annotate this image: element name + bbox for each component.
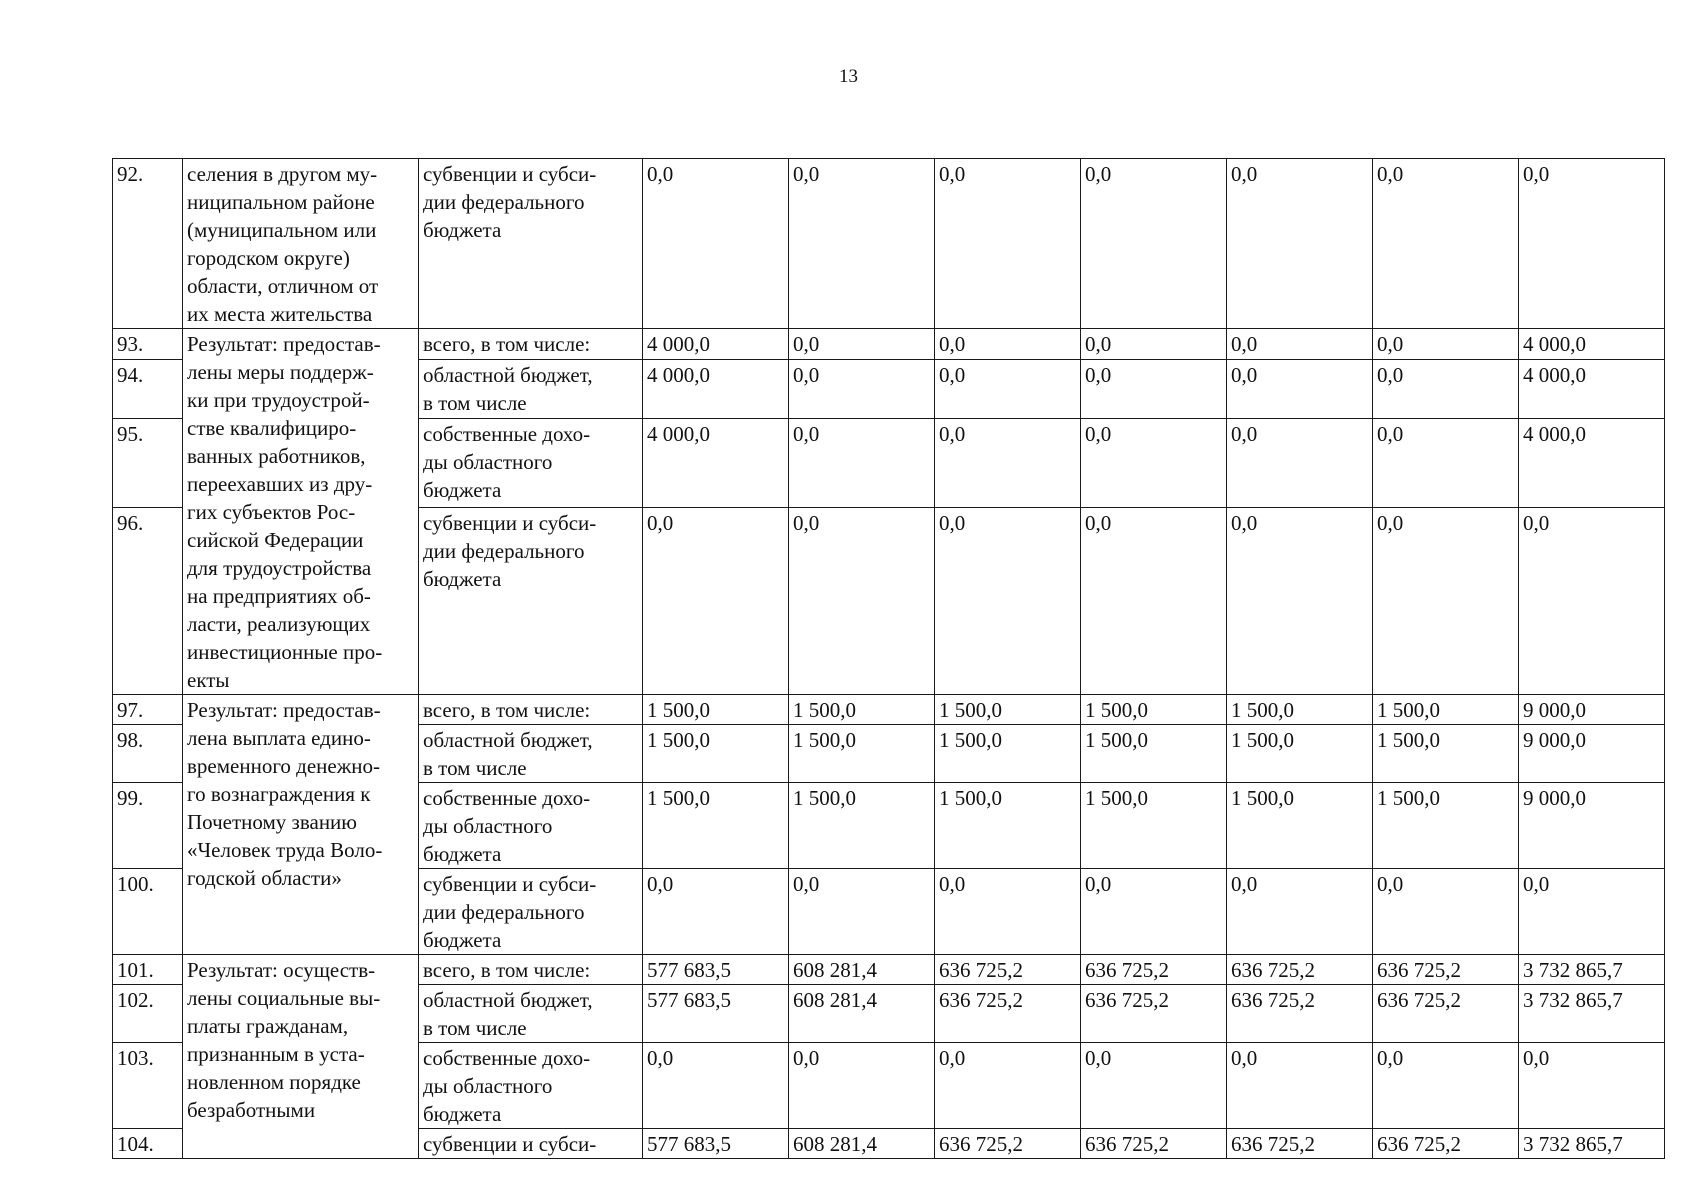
funding-source: всего, в том числе: <box>419 329 643 360</box>
total-value: 3 732 865,7 <box>1519 985 1665 1043</box>
year-value: 0,0 <box>643 869 789 955</box>
year-value: 1 500,0 <box>789 695 935 725</box>
year-value: 0,0 <box>935 159 1081 329</box>
funding-source: субвенции и субси- дии федерального бюджета <box>419 159 643 329</box>
funding-source: всего, в том числе: <box>419 955 643 985</box>
year-value: 0,0 <box>935 419 1081 507</box>
year-value: 577 683,5 <box>643 985 789 1043</box>
year-value: 1 500,0 <box>1081 695 1227 725</box>
total-value: 3 732 865,7 <box>1519 955 1665 985</box>
row-number: 96. <box>113 507 183 694</box>
year-value: 0,0 <box>643 159 789 329</box>
total-value: 0,0 <box>1519 1043 1665 1129</box>
funding-source: собственные дохо- ды областного бюджета <box>419 1043 643 1129</box>
year-value: 0,0 <box>935 869 1081 955</box>
year-value: 636 725,2 <box>1373 985 1519 1043</box>
year-value: 0,0 <box>643 1043 789 1129</box>
row-number: 104. <box>113 1129 183 1159</box>
year-value: 577 683,5 <box>643 955 789 985</box>
year-value: 0,0 <box>1373 1043 1519 1129</box>
year-value: 0,0 <box>935 507 1081 694</box>
year-value: 0,0 <box>789 359 935 419</box>
row-number: 101. <box>113 955 183 985</box>
funding-source: субвенции и субси- дии федерального бюджета <box>419 507 643 694</box>
funding-source: областной бюджет, в том числе <box>419 359 643 419</box>
year-value: 1 500,0 <box>1373 695 1519 725</box>
year-value: 1 500,0 <box>1373 783 1519 869</box>
year-value: 0,0 <box>935 359 1081 419</box>
year-value: 4 000,0 <box>643 359 789 419</box>
row-number: 95. <box>113 419 183 507</box>
funding-source: всего, в том числе: <box>419 695 643 725</box>
year-value: 636 725,2 <box>935 955 1081 985</box>
total-value: 0,0 <box>1519 869 1665 955</box>
year-value: 0,0 <box>1081 159 1227 329</box>
total-value: 9 000,0 <box>1519 725 1665 783</box>
year-value: 0,0 <box>1373 159 1519 329</box>
funding-source: субвенции и субси- <box>419 1129 643 1159</box>
total-value: 3 732 865,7 <box>1519 1129 1665 1159</box>
year-value: 1 500,0 <box>643 695 789 725</box>
year-value: 1 500,0 <box>789 725 935 783</box>
year-value: 1 500,0 <box>935 783 1081 869</box>
row-number: 92. <box>113 159 183 329</box>
row-number: 97. <box>113 695 183 725</box>
year-value: 577 683,5 <box>643 1129 789 1159</box>
year-value: 636 725,2 <box>1227 955 1373 985</box>
year-value: 0,0 <box>1081 359 1227 419</box>
page-number: 13 <box>839 66 858 87</box>
year-value: 0,0 <box>1373 869 1519 955</box>
result-description: Результат: предостав- лены меры поддерж- ки при трудоустрой- стве квалифициро- ванных работников, переехавших из дру- гих субъектов Рос- сийской Федерации для трудоустройства на предприятиях об- ласти, реализующих инвестиционные про- екты <box>183 329 419 695</box>
year-value: 636 725,2 <box>935 985 1081 1043</box>
total-value: 0,0 <box>1519 159 1665 329</box>
row-number: 94. <box>113 359 183 419</box>
year-value: 1 500,0 <box>789 783 935 869</box>
year-value: 0,0 <box>935 1043 1081 1129</box>
year-value: 0,0 <box>789 869 935 955</box>
year-value: 1 500,0 <box>1227 783 1373 869</box>
table-row <box>113 695 1665 725</box>
total-value: 4 000,0 <box>1519 329 1665 360</box>
table-row <box>113 159 1665 329</box>
year-value: 636 725,2 <box>1227 985 1373 1043</box>
result-description: Результат: осуществ- лены социальные вы- платы гражданам, признанным в уста- новленном порядке безработными <box>183 955 419 1159</box>
year-value: 4 000,0 <box>643 329 789 360</box>
year-value: 636 725,2 <box>1081 985 1227 1043</box>
year-value: 0,0 <box>1373 507 1519 694</box>
year-value: 0,0 <box>1373 419 1519 507</box>
year-value: 0,0 <box>1373 359 1519 419</box>
funding-source: субвенции и субси- дии федерального бюджета <box>419 869 643 955</box>
total-value: 0,0 <box>1519 507 1665 694</box>
row-number: 102. <box>113 985 183 1043</box>
total-value: 4 000,0 <box>1519 359 1665 419</box>
year-value: 0,0 <box>1373 329 1519 360</box>
funding-source: собственные дохо- ды областного бюджета <box>419 783 643 869</box>
year-value: 1 500,0 <box>643 783 789 869</box>
funding-source: собственные дохо- ды областного бюджета <box>419 419 643 507</box>
year-value: 0,0 <box>789 1043 935 1129</box>
year-value: 0,0 <box>1081 1043 1227 1129</box>
row-number: 93. <box>113 329 183 360</box>
year-value: 1 500,0 <box>1373 725 1519 783</box>
year-value: 1 500,0 <box>935 725 1081 783</box>
year-value: 4 000,0 <box>643 419 789 507</box>
year-value: 0,0 <box>1227 507 1373 694</box>
year-value: 0,0 <box>789 159 935 329</box>
year-value: 0,0 <box>935 329 1081 360</box>
year-value: 636 725,2 <box>1227 1129 1373 1159</box>
year-value: 608 281,4 <box>789 1129 935 1159</box>
funding-source: областной бюджет, в том числе <box>419 725 643 783</box>
year-value: 636 725,2 <box>1373 1129 1519 1159</box>
row-number: 100. <box>113 869 183 955</box>
year-value: 0,0 <box>789 507 935 694</box>
year-value: 1 500,0 <box>1081 783 1227 869</box>
year-value: 0,0 <box>789 419 935 507</box>
total-value: 4 000,0 <box>1519 419 1665 507</box>
year-value: 1 500,0 <box>935 695 1081 725</box>
year-value: 636 725,2 <box>1373 955 1519 985</box>
row-number: 98. <box>113 725 183 783</box>
year-value: 0,0 <box>1081 507 1227 694</box>
budget-table <box>112 158 1665 1159</box>
year-value: 0,0 <box>1081 329 1227 360</box>
year-value: 0,0 <box>1227 419 1373 507</box>
table-row <box>113 329 1665 360</box>
year-value: 0,0 <box>1227 359 1373 419</box>
funding-source: областной бюджет, в том числе <box>419 985 643 1043</box>
year-value: 636 725,2 <box>935 1129 1081 1159</box>
year-value: 636 725,2 <box>1081 955 1227 985</box>
year-value: 0,0 <box>789 329 935 360</box>
year-value: 1 500,0 <box>1081 725 1227 783</box>
year-value: 1 500,0 <box>1227 725 1373 783</box>
year-value: 0,0 <box>1081 869 1227 955</box>
year-value: 0,0 <box>1227 1043 1373 1129</box>
year-value: 0,0 <box>643 507 789 694</box>
total-value: 9 000,0 <box>1519 783 1665 869</box>
year-value: 636 725,2 <box>1081 1129 1227 1159</box>
year-value: 1 500,0 <box>643 725 789 783</box>
year-value: 608 281,4 <box>789 955 935 985</box>
year-value: 0,0 <box>1227 869 1373 955</box>
row-number: 103. <box>113 1043 183 1129</box>
result-description: Результат: предостав- лена выплата едино- временного денежно- го вознаграждения к Почетному званию «Человек труда Воло- годской области» <box>183 695 419 955</box>
year-value: 0,0 <box>1081 419 1227 507</box>
year-value: 608 281,4 <box>789 985 935 1043</box>
total-value: 9 000,0 <box>1519 695 1665 725</box>
result-description: селения в другом му- ниципальном районе (муниципальном или городском округе) области, отличном от их места жительства <box>183 159 419 329</box>
year-value: 0,0 <box>1227 159 1373 329</box>
year-value: 0,0 <box>1227 329 1373 360</box>
row-number: 99. <box>113 783 183 869</box>
table-row <box>113 955 1665 985</box>
year-value: 1 500,0 <box>1227 695 1373 725</box>
